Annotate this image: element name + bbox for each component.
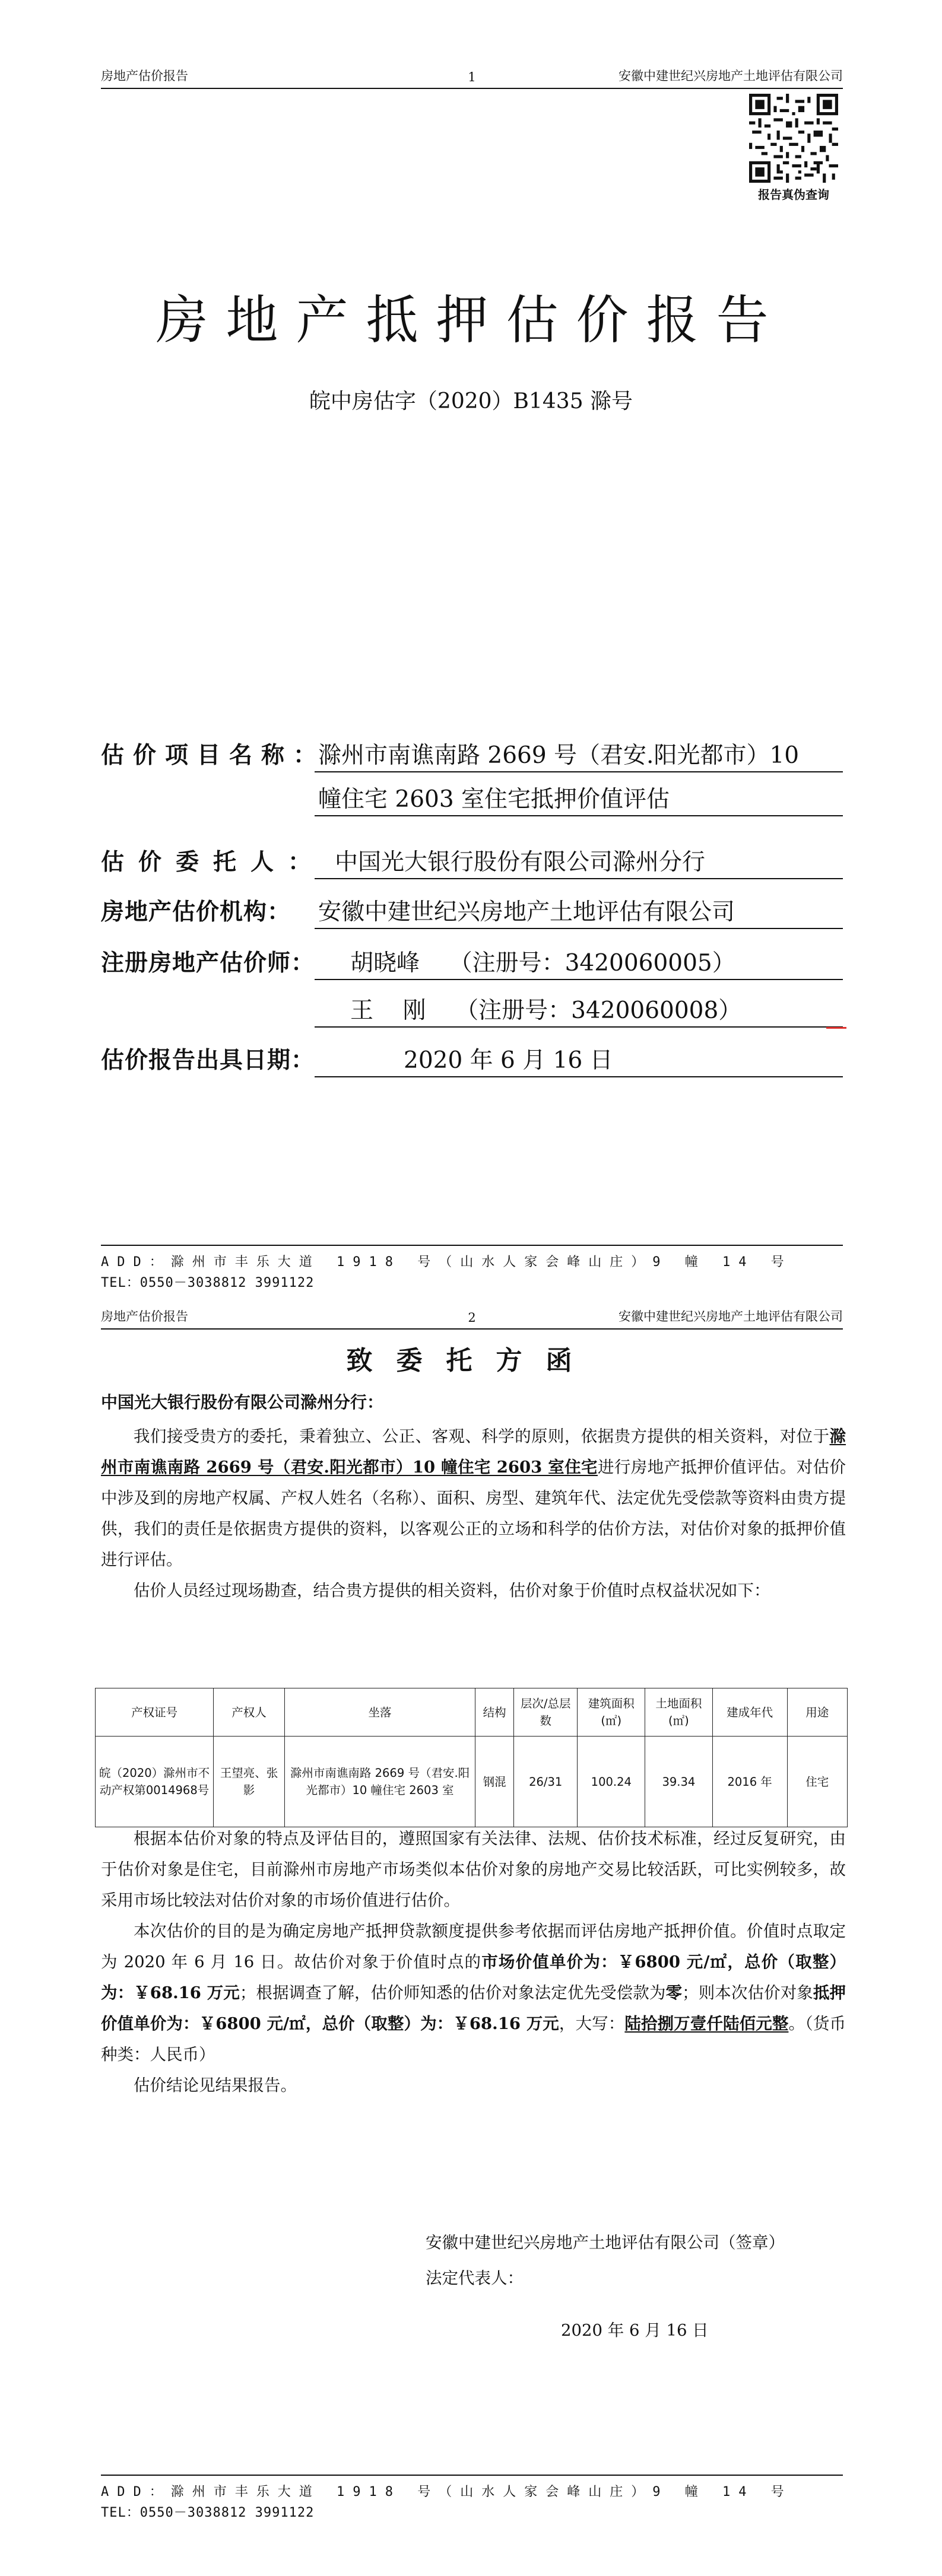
table-cell: 2016 年 [712,1737,787,1827]
paragraph-see-result: 估价结论见结果报告。 [134,2076,297,2095]
table-header-cell: 层次/总层数 [513,1688,578,1737]
paragraph-method: 根据本估价对象的特点及评估目的，遵照国家有关法律、法规、估价技术标准，经过反复研究，由于估价对象是住宅，目前滁州市房地产市场类似本估价对象的房地产交易比较活跃，可比实例较多，故采用市场比较法对估价对象的市场价值进行估价。 [101,1829,846,1910]
table-cell: 39.34 [645,1737,713,1827]
table-header-row [96,1688,848,1737]
project-name-value [315,737,843,816]
header-right: 安徽中建世纪兴房地产土地评估有限公司 [619,1309,843,1324]
table-header-cell: 用途 [787,1688,847,1737]
footer-tel: TEL：0550－3038812 3991122 [101,2505,315,2520]
report-title: 房地产抵押估价报告 [156,290,786,351]
signature-company: 安徽中建世纪兴房地产土地评估有限公司（签章） [426,2233,785,2252]
issue-date-value: 2020 年 6 月 16 日 [315,1042,843,1077]
project-name-line2: 幢住宅 2603 室住宅抵押价值评估 [315,781,843,816]
addressee: 中国光大银行股份有限公司滁州分行： [101,1392,384,1412]
page-footer [101,1245,843,1291]
table-header-cell: 建成年代 [712,1688,787,1737]
footer-tel: TEL：0550－3038812 3991122 [101,1276,315,1290]
letter-body-1 [101,1421,846,1606]
qr-code-icon[interactable] [749,94,838,183]
issue-date-label: 估价报告出具日期： [101,1047,315,1074]
letter-page [0,1296,942,2576]
appraiser-row [101,944,849,978]
priority-claims: 零 [665,1983,683,2002]
letter-body-2 [101,1823,846,2101]
project-name-row [101,737,849,813]
running-header [101,1307,843,1330]
header-left: 房地产估价报告 [101,1309,188,1324]
footer-address: ADD：滁州市丰乐大道 1918 号（山水人家会峰山庄）9 幢 14 号 [101,1255,792,1270]
page-footer [101,2475,843,2521]
project-name-label: 估价项目名称： [101,742,326,769]
signature-date: 2020 年 6 月 16 日 [561,2321,709,2340]
document-number: 皖中房估字（2020）B1435 滁号 [309,389,633,414]
agency-row [101,893,849,927]
appraiser-2: 王 刚 （注册号：3420060008） [315,992,843,1028]
signature-representative: 法定代表人： [426,2269,524,2288]
header-left: 房地产估价报告 [101,69,188,83]
table-header-cell: 建筑面积(㎡) [578,1688,645,1737]
table-cell: 住宅 [787,1737,847,1827]
market-value: 市场价值单价为：￥6800 元/㎡，总价（取整）为：￥68.16 万元 [101,1952,846,2002]
qr-caption: 报告真伪查询 [758,187,829,202]
table-cell: 皖（2020）滁州市不动产权第0014968号 [96,1737,214,1827]
client-label: 估价委托人： [101,848,326,876]
table-header-cell: 坐落 [284,1688,475,1737]
client-value: 中国光大银行股份有限公司滁州分行 [315,844,843,879]
page-number: 2 [468,1311,476,1325]
table-row [96,1737,848,1827]
table-cell: 滁州市南谯南路 2669 号（君安.阳光都市）10 幢住宅 2603 室 [284,1737,475,1827]
appraiser-1: 胡晓峰 （注册号：3420060005） [315,944,843,980]
table-cell: 王望亮、张影 [214,1737,285,1827]
page-number: 1 [468,70,476,84]
property-rights-table [95,1688,848,1827]
mortgage-value: 抵押价值单价为：￥6800 元/㎡，总价（取整）为：￥68.16 万元 [101,1983,846,2033]
table-header-cell: 产权人 [214,1688,285,1737]
table-cell: 钢混 [475,1737,514,1827]
amount-in-words: 陆拾捌万壹仟陆佰元整 [624,2014,789,2033]
client-row [101,844,849,877]
red-underline-mark [826,1027,846,1029]
paragraph-survey: 估价人员经过现场勘查，结合贵方提供的相关资料，估价对象于价值时点权益状况如下： [134,1581,770,1600]
paragraph-intro: 我们接受贵方的委托，秉着独立、公正、客观、科学的原则，依据贵方提供的相关资料，对位于滁州市南谯南路 2669 号（君安.阳光都市）10 幢住宅 2603 室住宅进行房地产抵押价值评估。对估价中涉及到的房地产权属、产权人姓名（名称）、面积、房型、建筑年代、法定优先受偿款等资料由贵方提供，我们的责任是依据贵方提供的资料，以客观公正的立场和科学的估价方法，对估价对象的抵押价值进行评估。 [101,1427,846,1569]
agency-label: 房地产估价机构： [101,898,291,926]
letter-title: 致委托方函 [346,1346,596,1376]
table-header-cell: 结构 [475,1688,514,1737]
table-header-cell: 产权证号 [96,1688,214,1737]
table-cell: 100.24 [578,1737,645,1827]
agency-value: 安徽中建世纪兴房地产土地评估有限公司 [315,893,843,929]
table-cell: 26/31 [513,1737,578,1827]
appraiser-label: 注册房地产估价师： [101,949,315,977]
footer-address: ADD：滁州市丰乐大道 1918 号（山水人家会峰山庄）9 幢 14 号 [101,2485,792,2499]
issue-date-row [101,1042,849,1075]
header-right: 安徽中建世纪兴房地产土地评估有限公司 [619,69,843,83]
project-name-line1: 滁州市南谯南路 2669 号（君安.阳光都市）10 [315,737,843,772]
running-header [101,66,843,89]
table-header-cell: 土地面积(㎡) [645,1688,713,1737]
paragraph-conclusion: 本次估价的目的是为确定房地产抵押贷款额度提供参考依据而评估房地产抵押价值。价值时点取定为 2020 年 6 月 16 日。故估价对象于价值时点的市场价值单价为：￥6800 元/㎡，总价（取整）为：￥68.16 万元；根据调查了解，估价师知悉的估价对象法定优先受偿款为零；则本次估价对象抵押价值单价为：￥6800 元/㎡，总价（取整）为：￥68.16 万元，大写：陆拾捌万壹仟陆佰元整。（货币种类：人民币） [101,1922,846,2064]
property-address: 滁州市南谯南路 2669 号（君安.阳光都市）10 幢住宅 2603 室住宅 [101,1427,846,1477]
